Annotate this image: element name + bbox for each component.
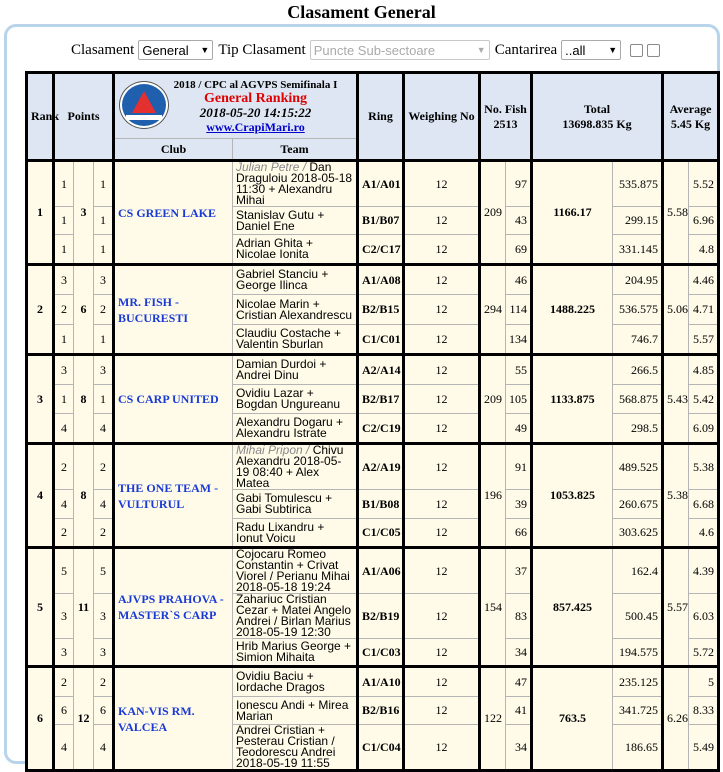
ring-cell: C2/C19 — [358, 414, 404, 444]
club-name: THE ONE TEAM - VULTURUL — [114, 444, 233, 548]
header-ring: Ring — [358, 73, 404, 161]
header-total-label: Total — [583, 101, 611, 116]
average-cell: 5.49 — [689, 725, 719, 771]
sub-rank-1: 1 — [54, 235, 74, 265]
team-cell — [233, 548, 358, 594]
ring-cell: C1/C05 — [358, 519, 404, 548]
clasament-label: Clasament — [71, 41, 135, 58]
site-link[interactable]: www.CrapiMari.ro — [206, 120, 305, 134]
team-members: Claudiu Costache + Valentin Sburlan — [236, 326, 342, 351]
weighing-cell: 12 — [404, 594, 480, 639]
header-nofish-total: 2513 — [493, 116, 518, 131]
average-cell: 5.72 — [689, 639, 719, 667]
fish-count-cell: 97 — [506, 161, 532, 207]
fish-count-cell: 34 — [506, 639, 532, 667]
fish-count-cell: 34 — [506, 725, 532, 771]
sub-rank-1: 3 — [54, 594, 74, 639]
weighing-cell: 12 — [404, 444, 480, 490]
weight-cell: 341.725 — [613, 697, 663, 725]
team-cell — [233, 594, 358, 639]
ring-cell: B2/B19 — [358, 594, 404, 639]
sub-rank-3: 2 — [94, 444, 114, 490]
club-fish-cell: 209 — [480, 161, 506, 265]
team-members: Chivu Alexandru 2018-05-19 08:40 + Alex Matea — [236, 443, 344, 490]
ring-cell: A1/A01 — [358, 161, 404, 207]
sub-rank-1: 2 — [54, 667, 74, 697]
points-cell: 8 — [74, 444, 94, 548]
ranking-body — [27, 161, 719, 771]
team-members: Adrian Ghita + Nicolae Ionita — [236, 236, 314, 261]
points-cell: 6 — [74, 265, 94, 355]
sub-rank-3: 4 — [94, 725, 114, 771]
sub-rank-3: 5 — [94, 548, 114, 594]
header-average-value: 5.45 Kg — [670, 116, 711, 131]
team-members: Radu Lixandru + Ionut Voicu — [236, 519, 325, 545]
cantarirea-select-value: ..all — [565, 42, 586, 58]
club-fish-cell: 122 — [480, 667, 506, 771]
chevron-down-icon: ▼ — [608, 45, 618, 55]
weight-cell: 235.125 — [613, 667, 663, 697]
header-total — [532, 73, 663, 161]
ring-cell: A1/A06 — [358, 548, 404, 594]
average-cell: 5.38 — [689, 444, 719, 490]
sub-rank-3: 6 — [94, 697, 114, 725]
average-cell: 8.33 — [689, 697, 719, 725]
fish-count-cell: 39 — [506, 490, 532, 519]
points-cell: 11 — [74, 548, 94, 667]
substitute-name: Mihai Pripon / — [236, 443, 310, 457]
ring-cell: B2/B16 — [358, 697, 404, 725]
team-cell — [233, 414, 358, 444]
header-rank: Rank — [27, 73, 54, 161]
team-cell — [233, 725, 358, 771]
team-cell — [233, 265, 358, 295]
weight-cell: 299.15 — [613, 207, 663, 235]
weight-cell: 500.45 — [613, 594, 663, 639]
club-name: CS CARP UNITED — [114, 355, 233, 444]
points-cell: 8 — [74, 355, 94, 444]
ring-cell: B2/B15 — [358, 295, 404, 325]
rank-cell: 5 — [27, 548, 54, 667]
header-points: Points — [54, 73, 114, 161]
average-cell: 6.68 — [689, 490, 719, 519]
sub-rank-3: 2 — [94, 667, 114, 697]
fish-count-cell: 66 — [506, 519, 532, 548]
weight-cell: 568.875 — [613, 385, 663, 414]
ring-cell: C1/C04 — [358, 725, 404, 771]
team-members: Damian Durdoi + Andrei Dinu — [236, 357, 327, 382]
team-members: Ionescu Andi + Mirea Marian — [236, 697, 349, 723]
club-average-cell: 6.26 — [663, 667, 689, 771]
team-cell — [233, 385, 358, 414]
agvps-logo — [120, 82, 168, 128]
weighing-cell: 12 — [404, 725, 480, 771]
sub-rank-3: 1 — [94, 207, 114, 235]
club-name: AJVPS PRAHOVA - MASTER`S CARP — [114, 548, 233, 667]
rank-cell: 3 — [27, 355, 54, 444]
team-members: Gabriel Stanciu + George Ilinca — [236, 267, 329, 292]
chevron-down-icon: ▼ — [476, 45, 486, 55]
rank-cell: 1 — [27, 161, 54, 265]
club-average-cell: 5.06 — [663, 265, 689, 355]
average-cell: 4.6 — [689, 519, 719, 548]
ring-cell: B1/B07 — [358, 207, 404, 235]
ring-cell: B2/B17 — [358, 385, 404, 414]
ring-cell: A2/A14 — [358, 355, 404, 385]
points-cell: 3 — [74, 161, 94, 265]
club-average-cell: 5.38 — [663, 444, 689, 548]
weighing-cell: 12 — [404, 490, 480, 519]
club-average-cell: 5.57 — [663, 548, 689, 667]
table-row — [27, 265, 719, 295]
weighing-cell: 12 — [404, 667, 480, 697]
weighing-cell: 12 — [404, 519, 480, 548]
table-row — [27, 444, 719, 490]
header-weighing: Weighing No — [404, 73, 480, 161]
team-members: Stanislav Gutu + Daniel Ene — [236, 207, 325, 233]
ring-cell: C2/C17 — [358, 235, 404, 265]
rank-cell: 4 — [27, 444, 54, 548]
page-title: Clasament General — [287, 2, 436, 22]
fish-count-cell: 69 — [506, 235, 532, 265]
header-total-value: 13698.835 Kg — [562, 116, 632, 131]
weight-cell: 260.675 — [613, 490, 663, 519]
header-nofish — [480, 73, 532, 161]
average-cell: 6.09 — [689, 414, 719, 444]
club-average-cell: 5.58 — [663, 161, 689, 265]
fish-count-cell: 46 — [506, 265, 532, 295]
fish-count-cell: 37 — [506, 548, 532, 594]
ring-cell: A1/A08 — [358, 265, 404, 295]
sub-rank-1: 6 — [54, 697, 74, 725]
club-total-cell: 1133.875 — [532, 355, 613, 444]
sub-rank-1: 4 — [54, 414, 74, 444]
team-cell — [233, 355, 358, 385]
header-nofish-label: No. Fish — [484, 101, 527, 116]
club-total-cell: 857.425 — [532, 548, 613, 667]
clasament-select[interactable] — [138, 40, 213, 60]
weight-cell: 331.145 — [613, 235, 663, 265]
sub-rank-3: 4 — [94, 490, 114, 519]
weighing-cell: 12 — [404, 265, 480, 295]
weighing-cell: 12 — [404, 548, 480, 594]
weighing-cell: 12 — [404, 295, 480, 325]
ring-cell: B1/B08 — [358, 490, 404, 519]
club-fish-cell: 209 — [480, 355, 506, 444]
general-ranking-title: General Ranking — [203, 91, 308, 106]
weight-cell: 204.95 — [613, 265, 663, 295]
club-fish-cell: 294 — [480, 265, 506, 355]
weighing-cell: 12 — [404, 639, 480, 667]
club-name: MR. FISH - BUCURESTI — [114, 265, 233, 355]
ranking-timestamp: 2018-05-20 14:15:22 — [199, 105, 312, 120]
cantarirea-select[interactable] — [561, 40, 621, 60]
table-row — [27, 548, 719, 594]
weight-cell: 303.625 — [613, 519, 663, 548]
table-row — [27, 355, 719, 385]
rank-cell: 6 — [27, 667, 54, 771]
club-name: KAN-VIS RM. VALCEA — [114, 667, 233, 771]
weighing-cell: 12 — [404, 207, 480, 235]
average-cell: 4.85 — [689, 355, 719, 385]
filter-bar — [71, 39, 660, 61]
weight-cell: 194.575 — [613, 639, 663, 667]
ring-cell: A2/A19 — [358, 444, 404, 490]
fish-count-cell: 43 — [506, 207, 532, 235]
tip-clasament-select[interactable] — [310, 40, 490, 60]
weight-cell: 162.4 — [613, 548, 663, 594]
average-cell: 4.46 — [689, 265, 719, 295]
club-total-cell: 1488.225 — [532, 265, 613, 355]
fish-count-cell: 49 — [506, 414, 532, 444]
team-members: Gabi Tomulescu + Gabi Subtirica — [236, 491, 333, 516]
weight-cell: 186.65 — [613, 725, 663, 771]
fish-count-cell: 55 — [506, 355, 532, 385]
sub-rank-1: 3 — [54, 265, 74, 295]
team-cell — [233, 519, 358, 548]
cantarirea-label: Cantarirea — [494, 41, 558, 58]
club-total-cell: 1053.825 — [532, 444, 613, 548]
sub-rank-1: 4 — [54, 725, 74, 771]
team-members: Alexandru Dogaru + Alexandru Istrate — [236, 415, 344, 440]
substitute-name: Julian Petre / — [236, 160, 307, 174]
sub-rank-1: 4 — [54, 490, 74, 519]
sub-rank-3: 2 — [94, 295, 114, 325]
weight-cell: 536.575 — [613, 295, 663, 325]
weight-cell: 298.5 — [613, 414, 663, 444]
team-members: Cojocaru Romeo Constantin + Crivat Viorel / Perianu Mihai 2018-05-18 19:24 — [236, 547, 350, 594]
sub-rank-1: 5 — [54, 548, 74, 594]
team-cell — [233, 639, 358, 667]
team-cell — [233, 490, 358, 519]
weighing-cell: 12 — [404, 414, 480, 444]
team-cell — [233, 295, 358, 325]
sub-rank-3: 3 — [94, 639, 114, 667]
ranking-panel — [4, 24, 720, 770]
weight-cell: 489.525 — [613, 444, 663, 490]
club-fish-cell: 154 — [480, 548, 506, 667]
team-cell — [233, 667, 358, 697]
filter-checkbox-2[interactable] — [647, 44, 660, 57]
sub-rank-3: 3 — [94, 265, 114, 295]
average-cell: 6.03 — [689, 594, 719, 639]
club-fish-cell: 196 — [480, 444, 506, 548]
sub-rank-1: 2 — [54, 519, 74, 548]
rank-cell: 2 — [27, 265, 54, 355]
team-members: Ovidiu Lazar + Bogdan Ungureanu — [236, 386, 341, 411]
team-members: Dan Draguloiu 2018-05-18 11:30 + Alexandru Mihai — [236, 160, 353, 207]
average-cell: 5.42 — [689, 385, 719, 414]
club-average-cell: 5.43 — [663, 355, 689, 444]
sub-rank-1: 2 — [54, 444, 74, 490]
average-cell: 4.8 — [689, 235, 719, 265]
sub-rank-1: 3 — [54, 639, 74, 667]
sub-rank-1: 1 — [54, 325, 74, 355]
header-club: Club — [114, 139, 233, 161]
club-total-cell: 1166.17 — [532, 161, 613, 265]
header-average — [663, 73, 719, 161]
sub-rank-1: 1 — [54, 385, 74, 414]
team-members: Hrib Marius George + Simion Mihaita — [236, 639, 352, 664]
competition-title: 2018 / CPC al AGVPS Semifinala I — [173, 79, 338, 91]
fish-count-cell: 114 — [506, 295, 532, 325]
points-cell: 12 — [74, 667, 94, 771]
weight-cell: 266.5 — [613, 355, 663, 385]
team-cell — [233, 161, 358, 207]
clasament-select-value: General — [142, 42, 189, 58]
weighing-cell: 12 — [404, 325, 480, 355]
ring-cell: A1/A10 — [358, 667, 404, 697]
team-cell — [233, 444, 358, 490]
fish-count-cell: 134 — [506, 325, 532, 355]
sub-rank-3: 2 — [94, 519, 114, 548]
average-cell: 4.71 — [689, 295, 719, 325]
average-cell: 4.39 — [689, 548, 719, 594]
sub-rank-1: 2 — [54, 295, 74, 325]
weighing-cell: 12 — [404, 235, 480, 265]
sub-rank-3: 1 — [94, 235, 114, 265]
weighing-cell: 12 — [404, 355, 480, 385]
average-cell: 6.96 — [689, 207, 719, 235]
ranking-banner — [114, 73, 358, 139]
weighing-cell: 12 — [404, 161, 480, 207]
average-cell: 5 — [689, 667, 719, 697]
fish-count-cell: 41 — [506, 697, 532, 725]
filter-checkbox-1[interactable] — [630, 44, 643, 57]
sub-rank-3: 3 — [94, 355, 114, 385]
sub-rank-3: 3 — [94, 594, 114, 639]
table-row — [27, 667, 719, 697]
sub-rank-1: 1 — [54, 207, 74, 235]
team-cell — [233, 325, 358, 355]
fish-count-cell: 83 — [506, 594, 532, 639]
team-members: Ovidiu Baciu + Iordache Dragos — [236, 669, 325, 694]
team-members: Nicolae Marin + Cristian Alexandrescu — [236, 296, 353, 322]
sub-rank-1: 3 — [54, 355, 74, 385]
chevron-down-icon: ▼ — [200, 45, 210, 55]
header-average-label: Average — [669, 101, 712, 116]
weight-cell: 535.875 — [613, 161, 663, 207]
fish-count-cell: 47 — [506, 667, 532, 697]
weight-cell: 746.7 — [613, 325, 663, 355]
average-cell: 5.57 — [689, 325, 719, 355]
sub-rank-1: 1 — [54, 161, 74, 207]
team-cell — [233, 207, 358, 235]
weighing-cell: 12 — [404, 697, 480, 725]
ranking-table — [25, 71, 720, 772]
header-team: Team — [233, 139, 358, 161]
team-cell — [233, 235, 358, 265]
weighing-cell: 12 — [404, 385, 480, 414]
sub-rank-3: 4 — [94, 414, 114, 444]
fish-count-cell: 91 — [506, 444, 532, 490]
ring-cell: C1/C01 — [358, 325, 404, 355]
tip-clasament-label: Tip Clasament — [218, 41, 306, 58]
team-members: Zahariuc Cristian Cezar + Matei Angelo Andrei / Birlan Marius 2018-05-19 12:30 — [236, 592, 352, 639]
sub-rank-3: 1 — [94, 325, 114, 355]
average-cell: 5.52 — [689, 161, 719, 207]
table-row — [27, 161, 719, 207]
team-members: Andrei Cristian + Pesterau Cristian / Teodorescu Andrei 2018-05-19 11:55 — [236, 723, 336, 770]
ring-cell: C1/C03 — [358, 639, 404, 667]
club-name: CS GREEN LAKE — [114, 161, 233, 265]
team-cell — [233, 697, 358, 725]
sub-rank-3: 1 — [94, 385, 114, 414]
club-total-cell: 763.5 — [532, 667, 613, 771]
fish-count-cell: 105 — [506, 385, 532, 414]
sub-rank-3: 1 — [94, 161, 114, 207]
tip-clasament-select-value: Puncte Sub-sectoare — [313, 42, 436, 58]
